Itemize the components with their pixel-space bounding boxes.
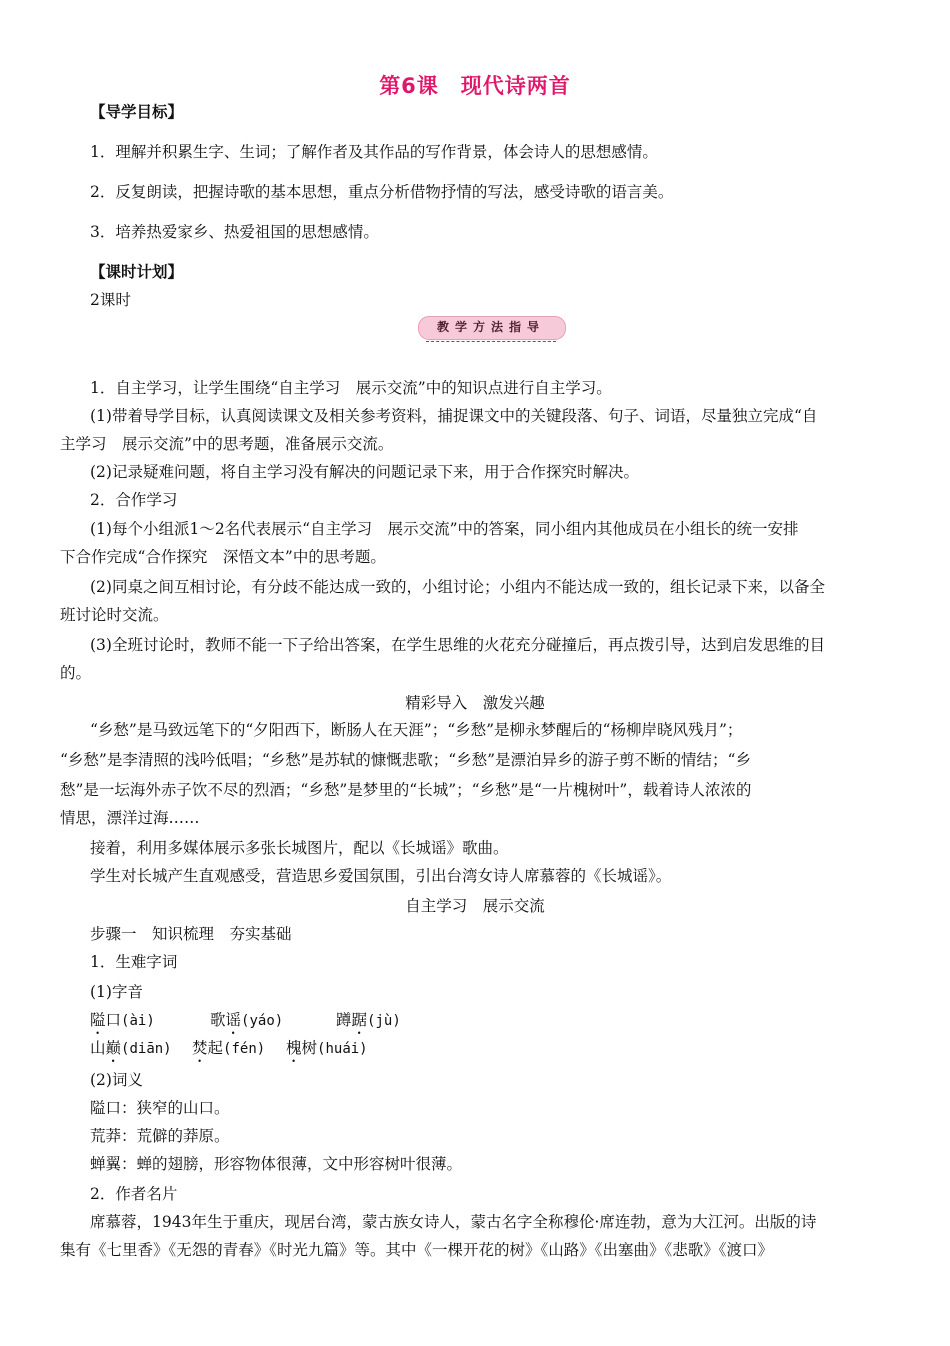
method-paragraph: 下合作完成“合作探究 深悟文本”中的思考题。 (60, 548, 386, 566)
goal-item: 1．理解并积累生字、生词；了解作者及其作品的写作背景，体会诗人的思想感情。 (90, 143, 658, 161)
subsection-heading: (2)词义 (90, 1071, 143, 1089)
pronunciation-item: 山巅(diān) (90, 1039, 172, 1057)
pronunciation-item: 槐树(huái) (286, 1039, 368, 1057)
method-paragraph: 的。 (60, 664, 92, 682)
intro-paragraph: 情思，漂洋过海…… (60, 809, 200, 827)
intro-paragraph: 接着，利用多媒体展示多张长城图片，配以《长城谣》歌曲。 (90, 839, 509, 857)
pronunciation-item: 歌谣(yáo) (210, 1011, 284, 1029)
step-heading: 步骤一 知识梳理 夯实基础 (90, 925, 292, 943)
method-paragraph: 2．合作学习 (90, 491, 178, 509)
intro-paragraph: 愁”是一坛海外赤子饮不尽的烈酒；“乡愁”是梦里的“长城”；“乡愁”是“一片槐树叶”，载着诗人浓浓的 (60, 781, 752, 799)
intro-paragraph: 学生对长城产生直观感受，营造思乡爱国氛围，引出台湾女诗人席慕蓉的《长城谣》。 (90, 867, 672, 885)
plan-value: 2课时 (90, 291, 131, 309)
word-meaning: 蝉翼：蝉的翅膀，形容物体很薄，文中形容树叶很薄。 (90, 1155, 463, 1173)
method-paragraph: (1)带着导学目标，认真阅读课文及相关参考资料，捕捉课文中的关键段落、句子、词语，尽量独立完成“自 (90, 407, 818, 425)
method-paragraph: (1)每个小组派1～2名代表展示“自主学习 展示交流”中的答案，同小组内其他成员在小组长的统一安排 (90, 520, 799, 538)
intro-paragraph: “乡愁”是李清照的浅吟低唱；“乡愁”是苏轼的慷慨悲歌；“乡愁”是漂泊异乡的游子剪不断的情结；“乡 (60, 751, 751, 769)
method-paragraph: (3)全班讨论时，教师不能一下子给出答案，在学生思维的火花充分碰撞后，再点拨引导，达到启发思维的目 (90, 636, 825, 654)
method-paragraph: 主学习 展示交流”中的思考题，准备展示交流。 (60, 435, 394, 453)
pronunciation-item: 焚起(fén) (192, 1039, 266, 1057)
word-meaning: 隘口：狭窄的山口。 (90, 1099, 230, 1117)
intro-heading: 精彩导入 激发兴趣 (405, 694, 545, 712)
author-paragraph: 席慕蓉，1943年生于重庆，现居台湾，蒙古族女诗人，蒙古名字全称穆伦·席连勃，意为大江河。出版的诗 (90, 1213, 817, 1231)
intro-paragraph: “乡愁”是马致远笔下的“夕阳西下，断肠人在天涯”；“乡愁”是柳永梦醒后的“杨柳岸晓风残月”； (90, 721, 743, 739)
method-banner-label: 教学方法指导 (436, 320, 545, 334)
self-study-heading: 自主学习 展示交流 (405, 897, 545, 915)
subsection-heading: (1)字音 (90, 983, 143, 1001)
pronunciation-item: 隘口(ài) (90, 1011, 155, 1029)
author-paragraph: 集有《七里香》《无怨的青春》《时光九篇》等。其中《一棵开花的树》《山路》《出塞曲》《悲歌》《渡口》 (60, 1241, 774, 1259)
pronunciation-item: 蹲踞(jù) (336, 1011, 401, 1029)
goal-item: 2．反复朗读，把握诗歌的基本思想，重点分析借物抒情的写法，感受诗歌的语言美。 (90, 183, 674, 201)
goal-item: 3．培养热爱家乡、热爱祖国的思想感情。 (90, 223, 379, 241)
section-heading: 2．作者名片 (90, 1185, 178, 1203)
method-paragraph: 班讨论时交流。 (60, 606, 169, 624)
goals-heading: 【导学目标】 (90, 102, 184, 121)
section-heading: 1．生难字词 (90, 953, 178, 971)
method-paragraph: 1．自主学习，让学生围绕“自主学习 展示交流”中的知识点进行自主学习。 (90, 379, 612, 397)
method-paragraph: (2)记录疑难问题，将自主学习没有解决的问题记录下来，用于合作探究时解决。 (90, 463, 639, 481)
method-paragraph: (2)同桌之间互相讨论，有分歧不能达成一致的，小组讨论；小组内不能达成一致的，组长记录下来，以备全 (90, 578, 825, 596)
method-banner (418, 316, 564, 342)
word-meaning: 荒莽：荒僻的莽原。 (90, 1127, 230, 1145)
plan-heading: 【课时计划】 (90, 262, 184, 281)
page-title: 第6课 现代诗两首 (379, 74, 571, 98)
